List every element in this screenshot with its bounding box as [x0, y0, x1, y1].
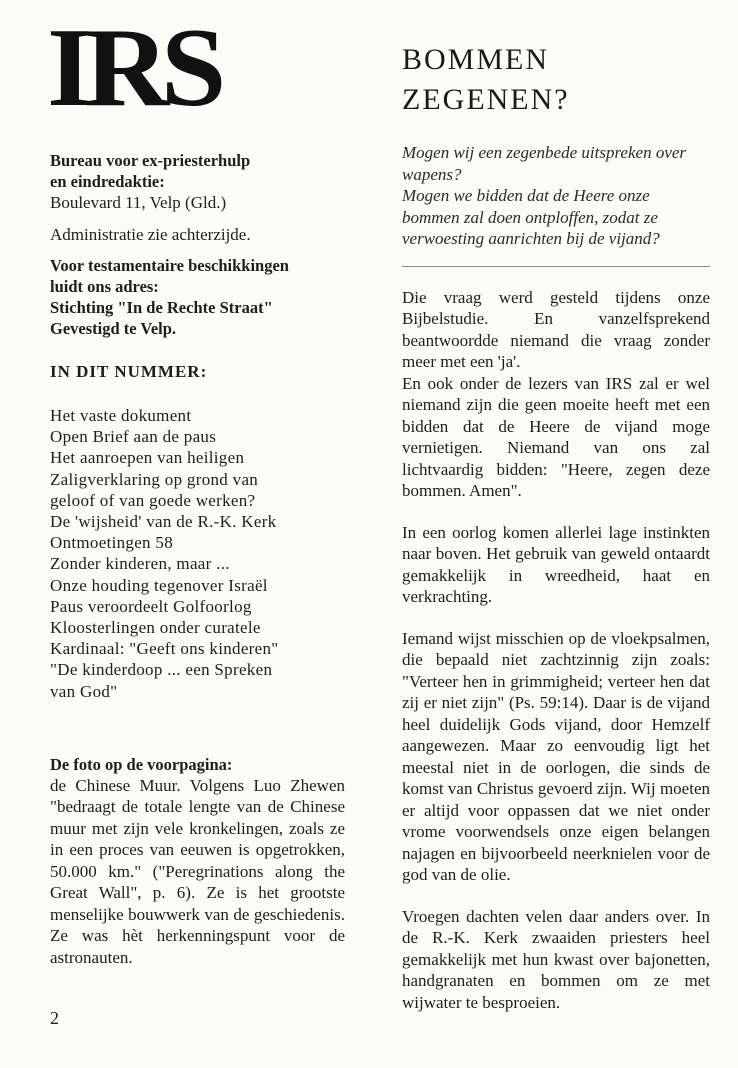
cover-photo-text: de Chinese Muur. Volgens Luo Zhewen "bedraagt de totale lengte van de Chinese muur met zijn vele kronkelingen, zoals ze in een proces van eeuwen is opgetrokken, 50.000 km." ("Peregrinations along the Great Wall", p. 6). Ze is het grootste menselijke bouwwerk van de geschiedenis. Ze was hèt herkenningspunt voor de astronauten. — [50, 775, 345, 967]
cover-photo-title: De foto op de voorpagina: — [50, 754, 233, 774]
list-item: Open Brief aan de paus — [50, 427, 217, 447]
address-heading-line1: Bureau voor ex-priesterhulp — [50, 151, 251, 170]
article-paragraph-2: En ook onder de lezers van IRS zal er wel niemand zijn die geen moeite heeft met een bidden dat de Heere de vijand moge vernietigen. Niemand van ons zal lichtvaardig bidden: "Heere, zegen deze bommen. Amen". — [402, 373, 710, 500]
list-item: geloof of van goede werken? — [50, 490, 256, 510]
list-item: Kloosterlingen onder curatele — [50, 618, 261, 638]
article-headline: BOMMEN ZEGENEN? — [402, 43, 570, 116]
list-item: De 'wijsheid' van de R.-K. Kerk — [50, 512, 277, 532]
list-item: Ontmoetingen 58 — [50, 533, 174, 553]
testament-line3: Stichting "In de Rechte Straat" — [50, 298, 273, 317]
article-intro-2: Mogen we bidden dat de Heere onze bommen zal doen ontploffen, zodat ze verwoesting aanrichten bij de vijand? — [402, 186, 660, 248]
divider — [402, 266, 710, 267]
article-paragraph-4: Iemand wijst misschien op de vloekpsalmen, die bepaald niet zachtzinnig zijn zoals: "Verteer hen in grimmigheid; verteer hen dat zij er niet zijn" (Ps. 59:14). Daar is de vijand heel duidelijk Gods vijand, door Hemzelf aangewezen. Maar zo eenvoudig ligt het meestal niet in de oorlogen, die sinds de komst van Christus gevoerd zijn. Wij moeten er altijd voor oppassen dat we niet onder vrome voorwendsels onze eigen belangen najagen en bijvoorbeeld neerknielen voor de god van de olie. — [402, 628, 710, 884]
page-number: 2 — [50, 1008, 59, 1028]
contents-list — [50, 405, 345, 702]
list-item: Kardinaal: "Geeft ons kinderen" — [50, 639, 279, 659]
right-column — [402, 40, 710, 1013]
article-intro-1: Mogen wij een zegenbede uitspreken over wapens? — [402, 143, 687, 184]
testament-line2: luidt ons adres: — [50, 277, 159, 296]
list-item: "De kinderdoop ... een Spreken — [50, 660, 273, 680]
contents-title: IN DIT NUMMER: — [50, 362, 208, 381]
list-item: Het aanroepen van heiligen — [50, 448, 245, 468]
testament-line1: Voor testamentaire beschikkingen — [50, 256, 289, 275]
address-heading-line2: en eindredaktie: — [50, 172, 165, 191]
left-column — [47, 6, 345, 968]
testament-line4: Gevestigd te Velp. — [50, 319, 177, 338]
address-street: Boulevard 11, Velp (Gld.) — [50, 193, 227, 212]
list-item: Paus veroordeelt Golfoorlog — [50, 596, 252, 616]
article-paragraph-5: Vroegen dachten velen daar anders over. In de R.-K. Kerk zwaaiden priesters heel gemakkelijk met hun kwast over bajonetten, handgranaten en bommen om ze met wijwater te besproeien. — [402, 906, 710, 1012]
admin-note: Administratie zie achterzijde. — [50, 224, 251, 244]
article-paragraph-3: In een oorlog komen allerlei lage instinkten naar boven. Het gebruik van geweld ontaardt gemakkelijk in wreedheid, haat en verkrachting. — [402, 522, 710, 606]
irs-logo: IRS — [47, 6, 218, 130]
list-item: Zonder kinderen, maar ... — [50, 554, 230, 574]
list-item: Het vaste dokument — [50, 406, 192, 425]
article-paragraph-1: Die vraag werd gesteld tijdens onze Bijbelstudie. En vanzelfsprekend beantwoordde niemand die vraag zonder meer met een 'ja'. — [402, 287, 710, 371]
list-item: Onze houding tegenover Israël — [50, 575, 268, 595]
list-item: Zaligverklaring op grond van — [50, 469, 259, 489]
list-item: van God" — [50, 681, 118, 701]
